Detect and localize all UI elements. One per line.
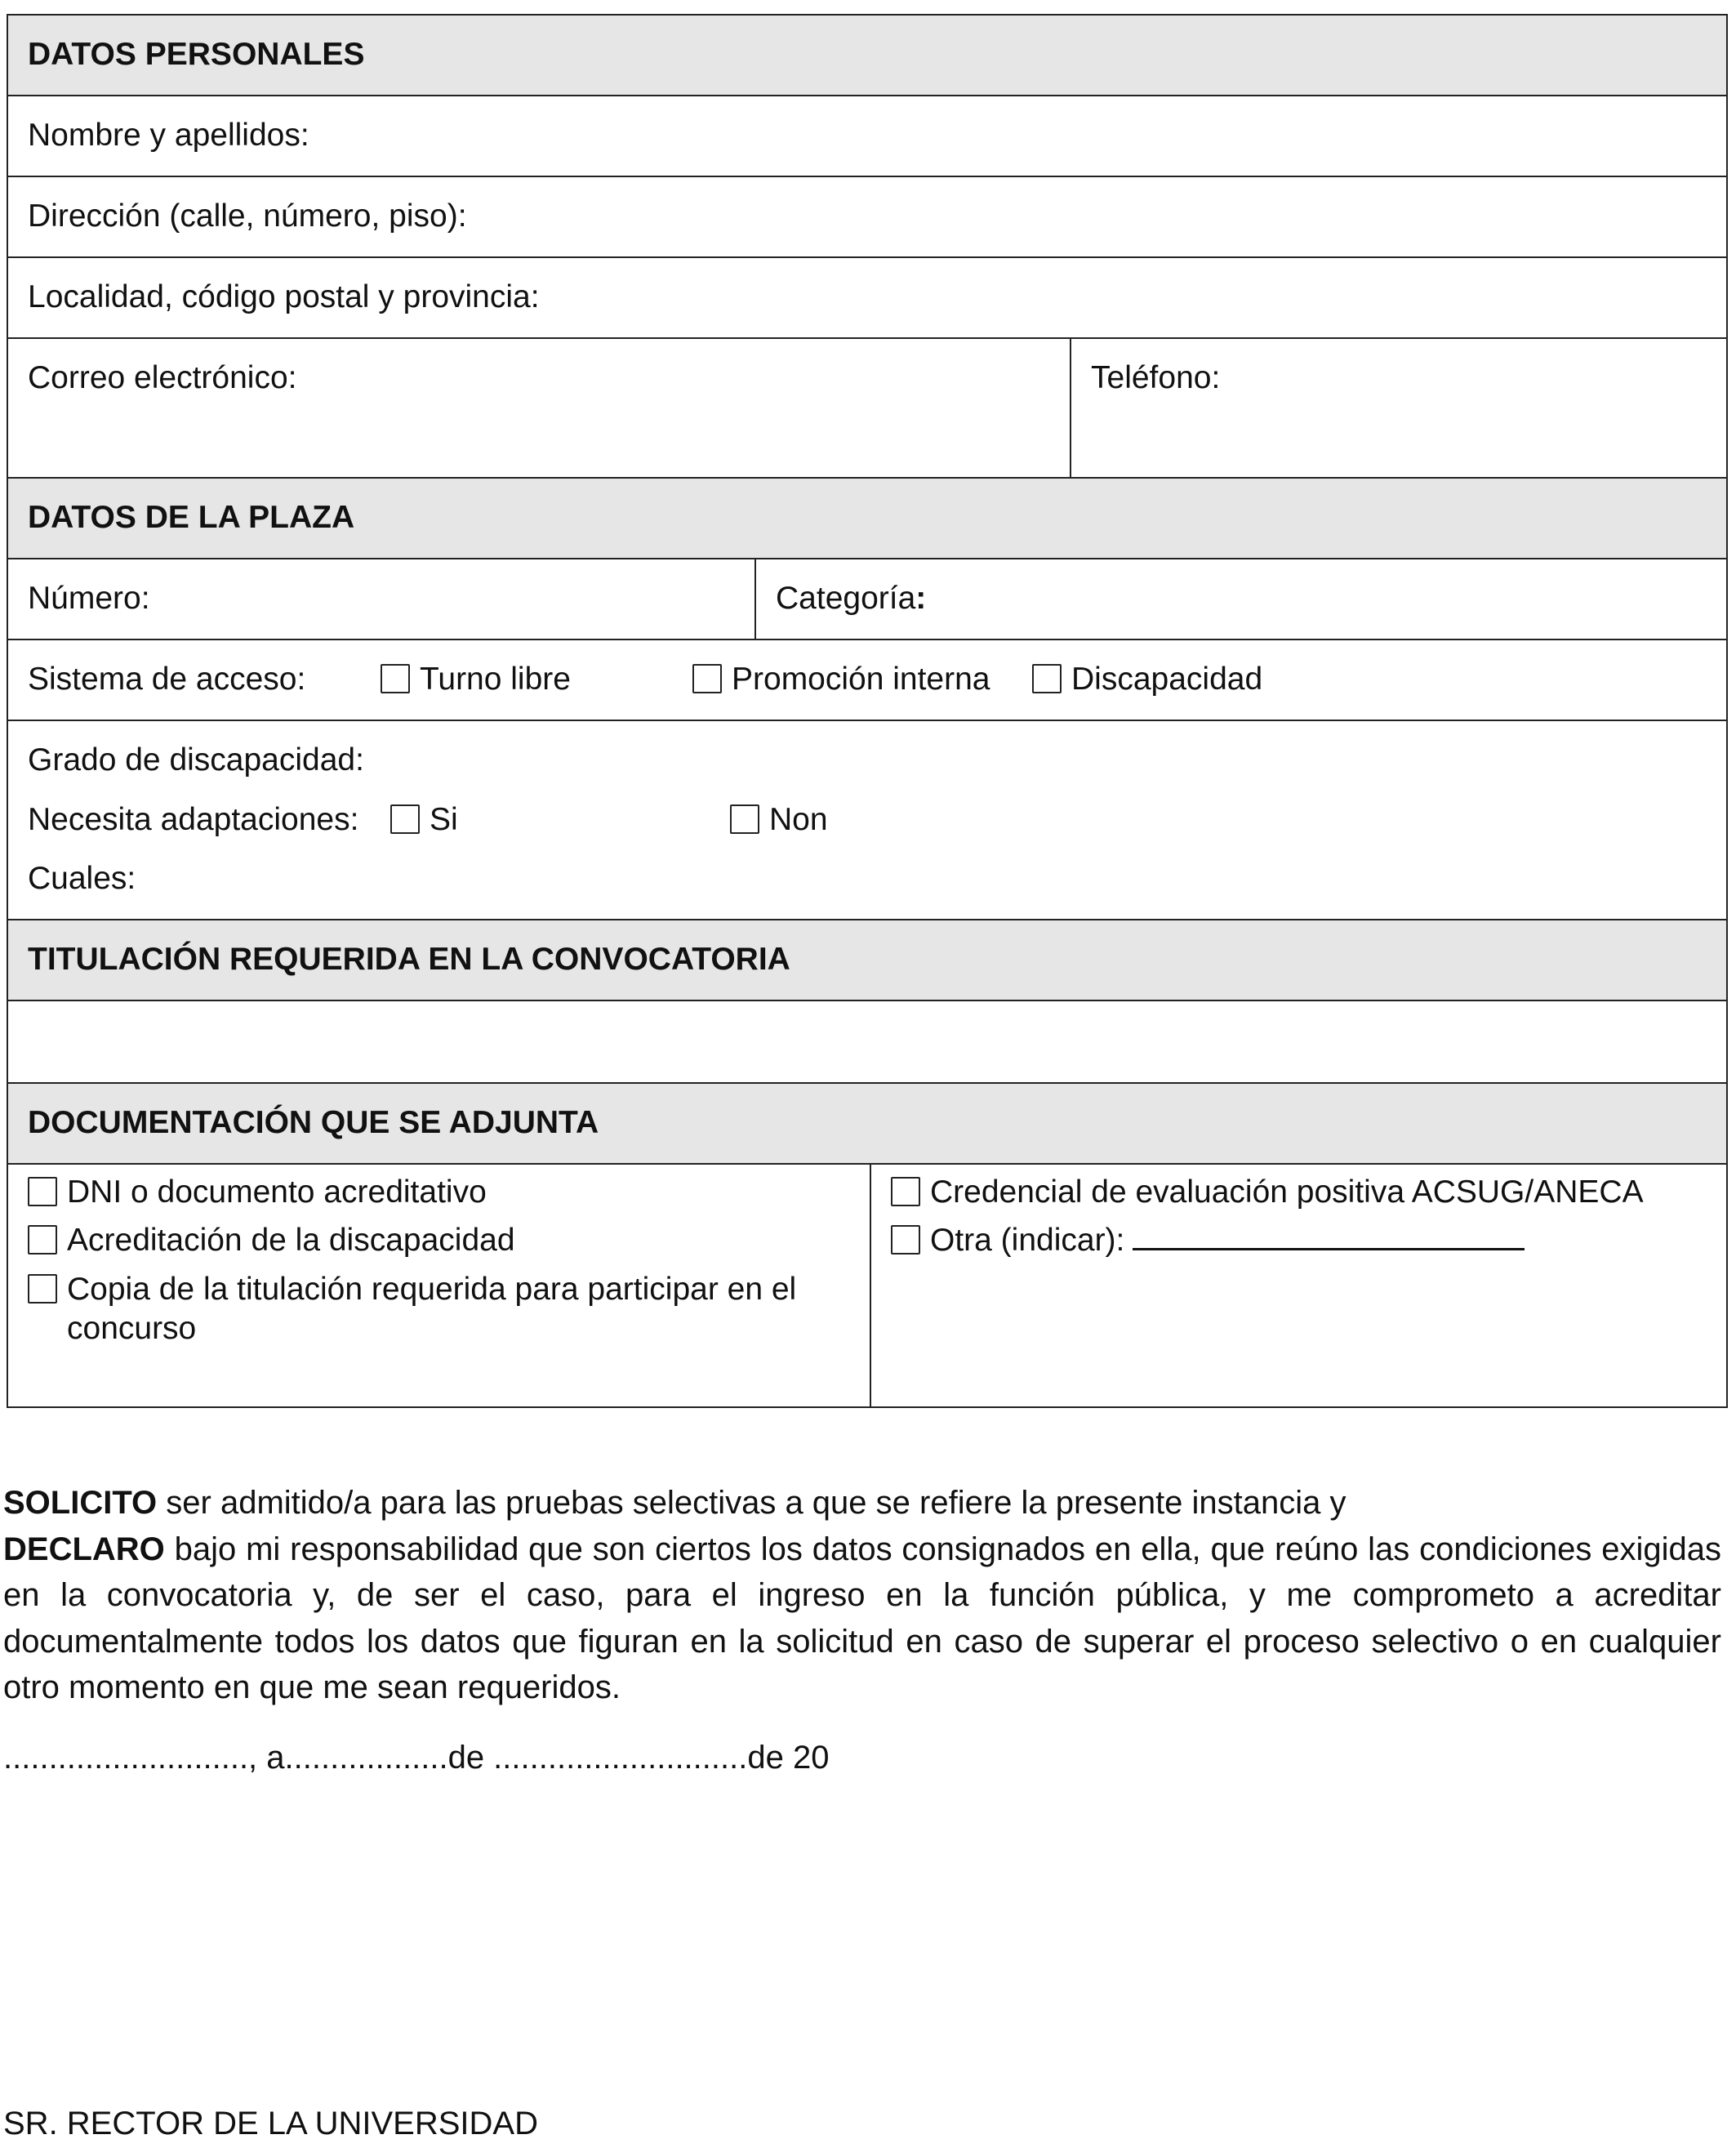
category-label: Categoría bbox=[776, 581, 916, 616]
field-category[interactable] bbox=[754, 559, 1726, 639]
field-address[interactable] bbox=[8, 177, 1726, 258]
date-line: ..........................., a..................de ............................de 20 bbox=[3, 1740, 830, 1776]
field-label: Número: bbox=[28, 581, 150, 616]
section-title: TITULACIÓN REQUERIDA EN LA CONVOCATORIA bbox=[28, 942, 790, 977]
field-locality[interactable] bbox=[8, 258, 1726, 339]
checkbox-icon[interactable] bbox=[381, 664, 410, 693]
checkbox-icon[interactable] bbox=[730, 804, 759, 834]
field-number[interactable] bbox=[8, 559, 754, 639]
doc-degree-copy[interactable] bbox=[28, 1272, 796, 1308]
section-header-personal bbox=[8, 16, 1726, 96]
field-label: Nombre y apellidos: bbox=[28, 118, 309, 153]
contact-row bbox=[8, 339, 1726, 479]
docs-row bbox=[8, 1165, 1726, 1406]
other-input-line[interactable] bbox=[1133, 1223, 1525, 1250]
solicito-line bbox=[3, 1480, 1721, 1526]
option-label: Non bbox=[769, 802, 828, 837]
disability-degree-label: Grado de discapacidad: bbox=[28, 742, 364, 778]
checkbox-icon[interactable] bbox=[891, 1225, 920, 1254]
solicito-text: ser admitido/a para las pruebas selectivas a que se refiere la presente instancia y bbox=[157, 1485, 1347, 1521]
checkbox-icon[interactable] bbox=[1032, 664, 1062, 693]
declaro-text-block bbox=[3, 1526, 1721, 1711]
addressee: SR. RECTOR DE LA UNIVERSIDAD bbox=[3, 2106, 538, 2141]
declaration-paragraph bbox=[3, 1480, 1721, 1711]
disability-row bbox=[8, 721, 1726, 920]
checkbox-icon[interactable] bbox=[390, 804, 420, 834]
doc-dni[interactable] bbox=[28, 1174, 487, 1210]
section-title: DATOS DE LA PLAZA bbox=[28, 500, 355, 535]
doc-other[interactable] bbox=[891, 1223, 1525, 1259]
category-colon: : bbox=[915, 581, 927, 616]
option-label: Copia de la titulación requerida para participar en el bbox=[67, 1272, 797, 1307]
section-header-position bbox=[8, 479, 1726, 559]
access-label: Sistema de acceso: bbox=[28, 662, 306, 697]
application-form-table bbox=[7, 14, 1728, 1408]
docs-left-column bbox=[8, 1165, 870, 1406]
field-name[interactable] bbox=[8, 96, 1726, 177]
declaro-text: bajo mi responsabilidad que son ciertos los datos consignados en ella, que reúno las condiciones exigidas en la convocatoria y, de ser el caso, para el ingreso en la función pública, y me comprometo a acreditar documentalmente todos los datos que figuran en la solicitud en caso de superar el proceso selectivo o en cualquier otro momento en que me sean requeridos. bbox=[3, 1531, 1721, 1705]
section-title: DATOS PERSONALES bbox=[28, 37, 365, 72]
checkbox-icon[interactable] bbox=[28, 1274, 57, 1304]
option-label: DNI o documento acreditativo bbox=[67, 1174, 487, 1210]
field-phone[interactable] bbox=[1070, 339, 1726, 477]
position-row bbox=[8, 559, 1726, 640]
option-adaptations-no[interactable] bbox=[730, 802, 828, 838]
option-label: Credencial de evaluación positiva ACSUG/ANECA bbox=[930, 1174, 1644, 1210]
option-label: Si bbox=[430, 802, 458, 837]
option-adaptations-yes[interactable] bbox=[390, 802, 458, 838]
doc-disability[interactable] bbox=[28, 1223, 515, 1259]
checkbox-icon[interactable] bbox=[692, 664, 722, 693]
field-label: Correo electrónico: bbox=[28, 360, 297, 395]
option-label: Otra (indicar): bbox=[930, 1223, 1125, 1258]
checkbox-icon[interactable] bbox=[891, 1177, 920, 1206]
option-discapacidad[interactable] bbox=[1032, 662, 1262, 697]
doc-degree-copy-cont: concurso bbox=[67, 1311, 197, 1346]
adaptations-label: Necesita adaptaciones: bbox=[28, 802, 359, 837]
option-label: Acreditación de la discapacidad bbox=[67, 1223, 515, 1258]
solicito-keyword: SOLICITO bbox=[3, 1485, 158, 1521]
doc-credential[interactable] bbox=[891, 1174, 1644, 1210]
declaro-keyword: DECLARO bbox=[3, 1531, 165, 1567]
option-label: Turno libre bbox=[420, 662, 571, 697]
access-system-row bbox=[8, 640, 1726, 721]
option-turno-libre[interactable] bbox=[381, 662, 571, 697]
checkbox-icon[interactable] bbox=[28, 1225, 57, 1254]
field-label: Teléfono: bbox=[1091, 360, 1221, 395]
field-degree[interactable] bbox=[8, 1001, 1726, 1084]
section-title: DOCUMENTACIÓN QUE SE ADJUNTA bbox=[28, 1105, 599, 1140]
docs-right-column bbox=[870, 1165, 1726, 1406]
option-label: Promoción interna bbox=[732, 662, 990, 697]
field-label bbox=[776, 581, 926, 617]
section-header-docs bbox=[8, 1084, 1726, 1165]
option-label: Discapacidad bbox=[1071, 662, 1263, 697]
checkbox-icon[interactable] bbox=[28, 1177, 57, 1206]
which-label: Cuales: bbox=[28, 861, 136, 896]
option-promocion-interna[interactable] bbox=[692, 662, 990, 697]
field-label: Dirección (calle, número, piso): bbox=[28, 198, 467, 234]
field-label: Localidad, código postal y provincia: bbox=[28, 279, 540, 314]
field-email[interactable] bbox=[8, 339, 1070, 477]
section-header-degree bbox=[8, 920, 1726, 1001]
